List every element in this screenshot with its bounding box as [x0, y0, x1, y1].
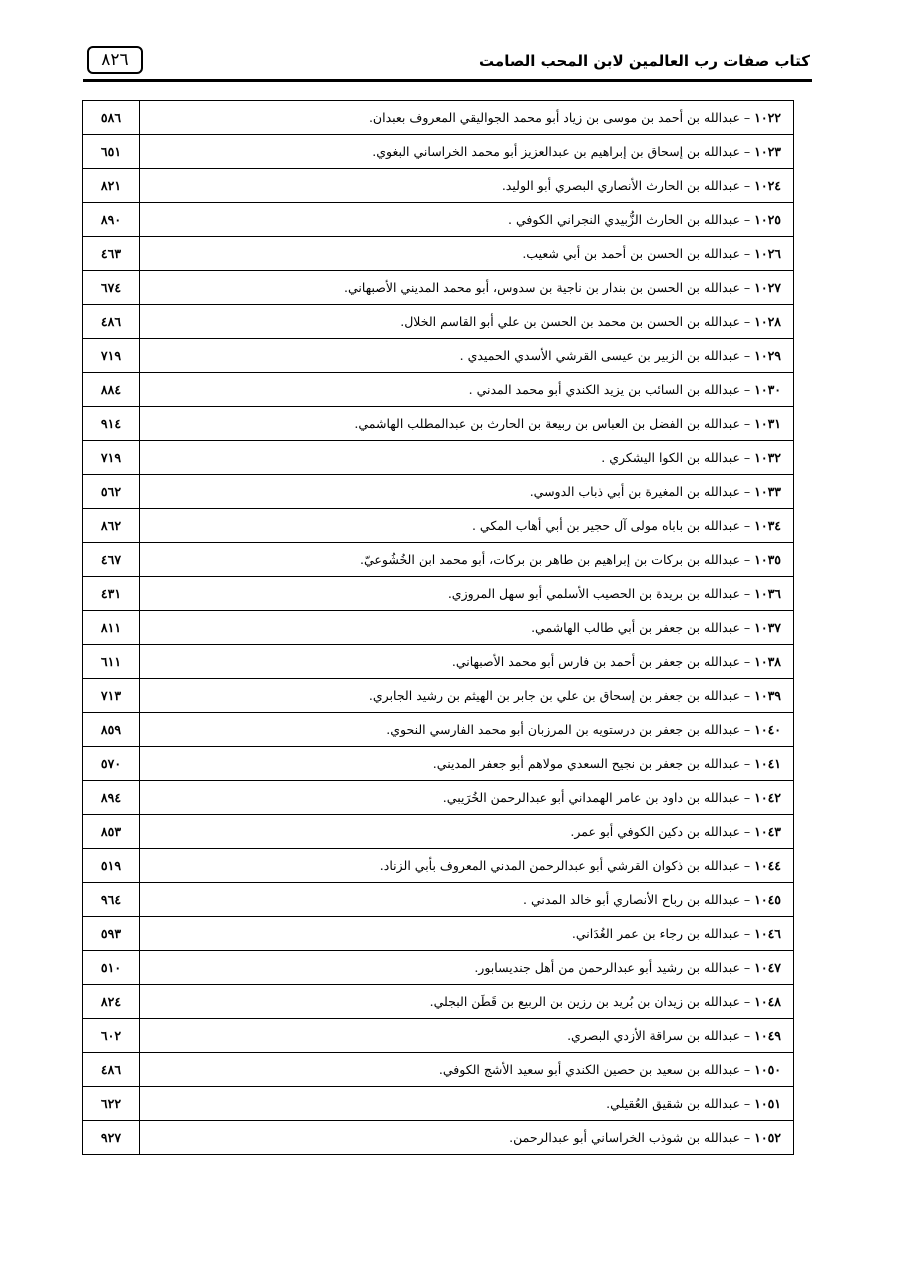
entry-number: ١٠٣٩ — [754, 688, 781, 703]
entry-cell — [140, 781, 794, 815]
page-number-cell: ٩٦٤ — [83, 883, 140, 917]
page-number-cell: ٥١٩ — [83, 849, 140, 883]
entry-number: ١٠٢٤ — [754, 178, 781, 193]
entry-cell — [140, 1019, 794, 1053]
entry-dash: – — [739, 484, 755, 499]
entry-cell — [140, 169, 794, 203]
page-number-cell: ٤٨٦ — [83, 305, 140, 339]
entry-number: ١٠٣٨ — [754, 654, 781, 669]
entry-name: عبدالله بن السائب بن يزيد الكندي أبو محمد المدني . — [468, 382, 740, 397]
entry-number: ١٠٣٠ — [754, 382, 781, 397]
entry-number: ١٠٤٥ — [754, 892, 781, 907]
page-number-cell: ٦٠٢ — [83, 1019, 140, 1053]
table-row — [83, 543, 794, 577]
page-number: ٨٢٦ — [87, 46, 143, 74]
table-row — [83, 101, 794, 135]
entry-cell — [140, 1087, 794, 1121]
entry-cell — [140, 713, 794, 747]
entry-dash: – — [739, 620, 755, 635]
entry-number: ١٠٥٠ — [754, 1062, 781, 1077]
table-row — [83, 237, 794, 271]
page-number-cell: ٥١٠ — [83, 951, 140, 985]
entry-dash: – — [739, 144, 755, 159]
page-number-cell: ٤٨٦ — [83, 1053, 140, 1087]
entry-cell — [140, 1121, 794, 1155]
page-number-cell: ٩١٤ — [83, 407, 140, 441]
entry-dash: – — [739, 892, 755, 907]
entry-cell — [140, 985, 794, 1019]
narrators-index-table — [82, 100, 794, 1155]
page-number-cell: ٤٣١ — [83, 577, 140, 611]
table-row — [83, 1087, 794, 1121]
index-table-body — [83, 101, 794, 1155]
entry-number: ١٠٤٩ — [754, 1028, 781, 1043]
entry-dash: – — [739, 858, 755, 873]
entry-name: عبدالله بن سعيد بن حصين الكندي أبو سعيد الأشج الكوفي. — [438, 1062, 740, 1077]
entry-dash: – — [739, 926, 755, 941]
table-row — [83, 747, 794, 781]
table-row — [83, 441, 794, 475]
entry-cell — [140, 917, 794, 951]
page-number-cell: ٨٢٤ — [83, 985, 140, 1019]
page-number-cell: ٧١٩ — [83, 339, 140, 373]
entry-number: ١٠٤٧ — [754, 960, 781, 975]
table-row — [83, 1121, 794, 1155]
entry-dash: – — [739, 416, 755, 431]
entry-number: ١٠٥١ — [754, 1096, 781, 1111]
entry-name: عبدالله بن داود بن عامر الهمداني أبو عبدالرحمن الخُرَيبي. — [442, 790, 740, 805]
page-number-cell: ٨٥٩ — [83, 713, 140, 747]
page-number-cell: ٩٢٧ — [83, 1121, 140, 1155]
page-number-cell: ٦٧٤ — [83, 271, 140, 305]
entry-name: عبدالله بن الحارث الزُّبيدي النجراني الكوفي . — [508, 212, 740, 227]
table-row — [83, 781, 794, 815]
entry-name: عبدالله بن رشيد أبو عبدالرحمن من أهل جنديسابور. — [474, 960, 740, 975]
entry-dash: – — [739, 246, 755, 261]
entry-name: عبدالله بن زيدان بن بُريد بن رزين بن الربيع بن قَطَن البجلي. — [429, 994, 740, 1009]
table-row — [83, 985, 794, 1019]
page-number-cell: ٤٦٧ — [83, 543, 140, 577]
entry-dash: – — [739, 586, 755, 601]
entry-number: ١٠٤٠ — [754, 722, 781, 737]
entry-cell — [140, 373, 794, 407]
entry-number: ١٠٣٧ — [754, 620, 781, 635]
page-number-cell: ٨٩٤ — [83, 781, 140, 815]
entry-dash: – — [739, 1062, 755, 1077]
table-row — [83, 169, 794, 203]
entry-dash: – — [739, 756, 755, 771]
entry-dash: – — [739, 722, 755, 737]
page-number-cell: ٨١١ — [83, 611, 140, 645]
entry-number: ١٠٤٦ — [754, 926, 781, 941]
table-row — [83, 849, 794, 883]
entry-name: عبدالله بن جعفر بن إسحاق بن علي بن جابر بن الهيثم بن رشيد الجابري. — [368, 688, 740, 703]
entry-cell — [140, 135, 794, 169]
entry-dash: – — [739, 1096, 755, 1111]
entry-cell — [140, 883, 794, 917]
entry-dash: – — [739, 1130, 755, 1145]
entry-number: ١٠٤٤ — [754, 858, 781, 873]
entry-cell — [140, 407, 794, 441]
header-rule — [83, 79, 812, 82]
entry-number: ١٠٣١ — [754, 416, 781, 431]
entry-cell — [140, 1053, 794, 1087]
table-row — [83, 509, 794, 543]
table-row — [83, 271, 794, 305]
entry-dash: – — [739, 688, 755, 703]
entry-name: عبدالله بن الحسن بن محمد بن الحسن بن علي أبو القاسم الخلال. — [400, 314, 740, 329]
entry-number: ١٠٢٣ — [754, 144, 781, 159]
entry-name: عبدالله بن الحارث الأنصاري البصري أبو الوليد. — [501, 178, 740, 193]
table-row — [83, 611, 794, 645]
entry-cell — [140, 611, 794, 645]
entry-name: عبدالله بن ذكوان القرشي أبو عبدالرحمن المدني المعروف بأبي الزناد. — [379, 858, 740, 873]
table-row — [83, 135, 794, 169]
entry-name: عبدالله بن جعفر بن درستويه بن المرزبان أبو محمد الفارسي النحوي. — [386, 722, 740, 737]
entry-number: ١٠٤٨ — [754, 994, 781, 1009]
page-number-cell: ٥٧٠ — [83, 747, 140, 781]
table-row — [83, 815, 794, 849]
entry-number: ١٠٤١ — [754, 756, 781, 771]
page-number-cell: ٨٥٣ — [83, 815, 140, 849]
entry-dash: – — [739, 518, 755, 533]
entry-cell — [140, 577, 794, 611]
page-number-cell: ٨٩٠ — [83, 203, 140, 237]
entry-cell — [140, 203, 794, 237]
entry-name: عبدالله بن أحمد بن موسى بن زياد أبو محمد الجواليقي المعروف بعبدان. — [368, 110, 740, 125]
table-row — [83, 883, 794, 917]
entry-cell — [140, 815, 794, 849]
table-row — [83, 713, 794, 747]
page-number-cell: ٨٢١ — [83, 169, 140, 203]
entry-name: عبدالله بن المغيرة بن أبي ذباب الدوسي. — [529, 484, 740, 499]
entry-dash: – — [739, 178, 755, 193]
entry-name: عبدالله بن جعفر بن أحمد بن فارس أبو محمد الأصبهاني. — [451, 654, 740, 669]
entry-name: عبدالله بن الزبير بن عيسى القرشي الأسدي الحميدي . — [459, 348, 740, 363]
table-row — [83, 679, 794, 713]
entry-dash: – — [739, 994, 755, 1009]
entry-cell — [140, 679, 794, 713]
entry-dash: – — [739, 110, 755, 125]
entry-number: ١٠٢٨ — [754, 314, 781, 329]
entry-number: ١٠٣٣ — [754, 484, 781, 499]
page-number-cell: ٥٩٣ — [83, 917, 140, 951]
entry-dash: – — [739, 314, 755, 329]
entry-name: عبدالله بن شقيق العُقيلي. — [606, 1096, 740, 1111]
entry-name: عبدالله بن بركات بن إبراهيم بن طاهر بن بركات، أبو محمد ابن الخُشُوعيّ. — [360, 552, 740, 567]
entry-name: عبدالله بن جعفر بن أبي طالب الهاشمي. — [531, 620, 740, 635]
page-number-cell: ٨٨٤ — [83, 373, 140, 407]
entry-dash: – — [739, 450, 755, 465]
page-number-cell: ٦١١ — [83, 645, 140, 679]
entry-number: ١٠٢٢ — [754, 110, 781, 125]
entry-dash: – — [739, 382, 755, 397]
entry-name: عبدالله بن الحسن بن أحمد بن أبي شعيب. — [522, 246, 740, 261]
entry-name: عبدالله بن سراقة الأزدي البصري. — [567, 1028, 740, 1043]
table-row — [83, 645, 794, 679]
page-number-cell: ٤٦٣ — [83, 237, 140, 271]
entry-name: عبدالله بن رباح الأنصاري أبو خالد المدني . — [523, 892, 740, 907]
table-row — [83, 1019, 794, 1053]
page-number-cell: ٨٦٢ — [83, 509, 140, 543]
table-row — [83, 951, 794, 985]
entry-dash: – — [739, 348, 755, 363]
book-title: كتاب صفات رب العالمين لابن المحب الصامت — [479, 52, 810, 70]
entry-dash: – — [739, 552, 755, 567]
page-number-cell: ٥٦٢ — [83, 475, 140, 509]
entry-cell — [140, 543, 794, 577]
entry-dash: – — [739, 654, 755, 669]
entry-cell — [140, 475, 794, 509]
entry-cell — [140, 101, 794, 135]
entry-name: عبدالله بن رجاء بن عمر الغُدَاني. — [571, 926, 740, 941]
entry-cell — [140, 339, 794, 373]
entry-dash: – — [739, 280, 755, 295]
entry-number: ١٠٢٥ — [754, 212, 781, 227]
entry-number: ١٠٣٥ — [754, 552, 781, 567]
entry-cell — [140, 849, 794, 883]
table-row — [83, 373, 794, 407]
table-row — [83, 1053, 794, 1087]
entry-number: ١٠٥٢ — [754, 1130, 781, 1145]
entry-number: ١٠٢٩ — [754, 348, 781, 363]
entry-number: ١٠٤٢ — [754, 790, 781, 805]
entry-cell — [140, 951, 794, 985]
entry-name: عبدالله بن الفضل بن العباس بن ربيعة بن الحارث بن عبدالمطلب الهاشمي. — [354, 416, 740, 431]
entry-name: عبدالله بن شوذب الخراساني أبو عبدالرحمن. — [509, 1130, 740, 1145]
table-row — [83, 577, 794, 611]
entry-dash: – — [739, 824, 755, 839]
entry-name: عبدالله بن بريدة بن الحصيب الأسلمي أبو سهل المروزي. — [447, 586, 740, 601]
table-row — [83, 203, 794, 237]
entry-cell — [140, 237, 794, 271]
entry-dash: – — [739, 960, 755, 975]
table-row — [83, 305, 794, 339]
page-number-cell: ٦٥١ — [83, 135, 140, 169]
entry-number: ١٠٣٤ — [754, 518, 781, 533]
entry-name: عبدالله بن إسحاق بن إبراهيم بن عبدالعزيز أبو محمد الخراساني البغوي. — [372, 144, 740, 159]
entry-name: عبدالله بن الكوا اليشكري . — [601, 450, 740, 465]
entry-number: ١٠٢٧ — [754, 280, 781, 295]
entry-dash: – — [739, 1028, 755, 1043]
entry-cell — [140, 305, 794, 339]
page-number-cell: ٧١٣ — [83, 679, 140, 713]
page-header — [83, 42, 812, 86]
entry-number: ١٠٣٢ — [754, 450, 781, 465]
page-number-cell: ٧١٩ — [83, 441, 140, 475]
entry-name: عبدالله بن باباه مولى آل حجير بن أبي أهاب المكي . — [471, 518, 740, 533]
entry-cell — [140, 747, 794, 781]
entry-name: عبدالله بن دكين الكوفي أبو عمر. — [570, 824, 740, 839]
entry-number: ١٠٢٦ — [754, 246, 781, 261]
table-row — [83, 917, 794, 951]
table-row — [83, 407, 794, 441]
entry-cell — [140, 271, 794, 305]
entry-dash: – — [739, 212, 755, 227]
entry-name: عبدالله بن الحسن بن بندار بن ناجية بن سدوس، أبو محمد المديني الأصبهاني. — [344, 280, 740, 295]
table-row — [83, 475, 794, 509]
entry-cell — [140, 509, 794, 543]
page-number-cell: ٦٢٢ — [83, 1087, 140, 1121]
entry-cell — [140, 645, 794, 679]
table-row — [83, 339, 794, 373]
entry-number: ١٠٣٦ — [754, 586, 781, 601]
entry-cell — [140, 441, 794, 475]
entry-name: عبدالله بن جعفر بن نجيح السعدي مولاهم أبو جعفر المديني. — [432, 756, 740, 771]
page-number-cell: ٥٨٦ — [83, 101, 140, 135]
entry-number: ١٠٤٣ — [754, 824, 781, 839]
entry-dash: – — [739, 790, 755, 805]
